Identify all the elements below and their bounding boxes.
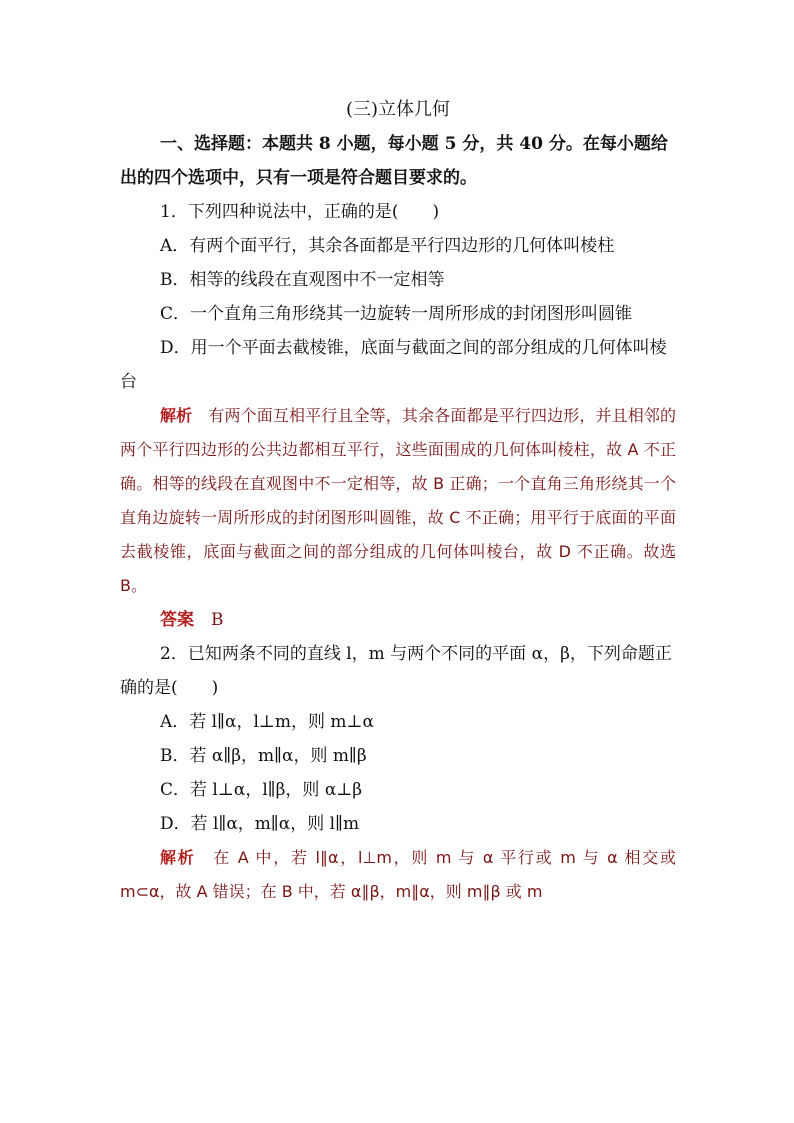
answer-value: B — [211, 610, 224, 630]
question-1-answer — [120, 603, 676, 637]
question-2-analysis — [120, 841, 676, 909]
question-2-stem: 2．已知两条不同的直线 l，m 与两个不同的平面 α，β，下列命题正确的是( ) — [120, 644, 672, 698]
question-1-stem: 1．下列四种说法中，正确的是( ) — [160, 202, 440, 222]
analysis-text: 有两个面互相平行且全等，其余各面都是平行四边形，并且相邻的两个平行四边形的公共边都相互平行，这些面围成的几何体叫棱柱，故 A 不正确。相等的线段在直观图中不一定相等，故 B 正确；一个直角三角形绕其一个直角边旋转一周所形成的封闭图形叫圆锥，故 C 不正确；用平行于底面的平面去截棱锥，底面与截面之间的部分组成的几何体叫棱台，故 D 不正确。故选 B。 — [120, 406, 676, 595]
question-2-option-c: C．若 l⊥α，l∥β，则 α⊥β — [160, 780, 363, 800]
question-1-option-a: A．有两个面平行，其余各面都是平行四边形的几何体叫棱柱 — [160, 236, 615, 256]
section-intro: 一、选择题：本题共 8 小题，每小题 5 分，共 40 分。在每小题给出的四个选项中，只有一项是符合题目要求的。 — [120, 134, 668, 188]
question-2-option-a: A．若 l∥α，l⊥m，则 m⊥α — [160, 712, 374, 732]
section-title: (三)立体几何 — [345, 99, 451, 120]
analysis-label: 解析 — [160, 848, 196, 867]
question-1-option-d: D．用一个平面去截棱锥，底面与截面之间的部分组成的几何体叫棱台 — [120, 338, 667, 392]
analysis-text: 在 A 中，若 l∥α，l⊥m，则 m 与 α 平行或 m 与 α 相交或 m⊂α，故 A 错误；在 B 中，若 α∥β，m∥α，则 m∥β 或 m — [120, 848, 676, 901]
page-content — [120, 93, 676, 909]
analysis-label: 解析 — [160, 406, 193, 425]
question-1-option-c: C．一个直角三角形绕其一边旋转一周所形成的封闭图形叫圆锥 — [160, 304, 633, 324]
question-2-option-b: B．若 α∥β，m∥α，则 m∥β — [160, 746, 367, 766]
question-2-option-d: D．若 l∥α，m∥α，则 l∥m — [160, 814, 360, 834]
question-1-analysis — [120, 399, 676, 603]
answer-label: 答案 — [160, 610, 194, 630]
question-1-option-b: B．相等的线段在直观图中不一定相等 — [160, 270, 445, 290]
